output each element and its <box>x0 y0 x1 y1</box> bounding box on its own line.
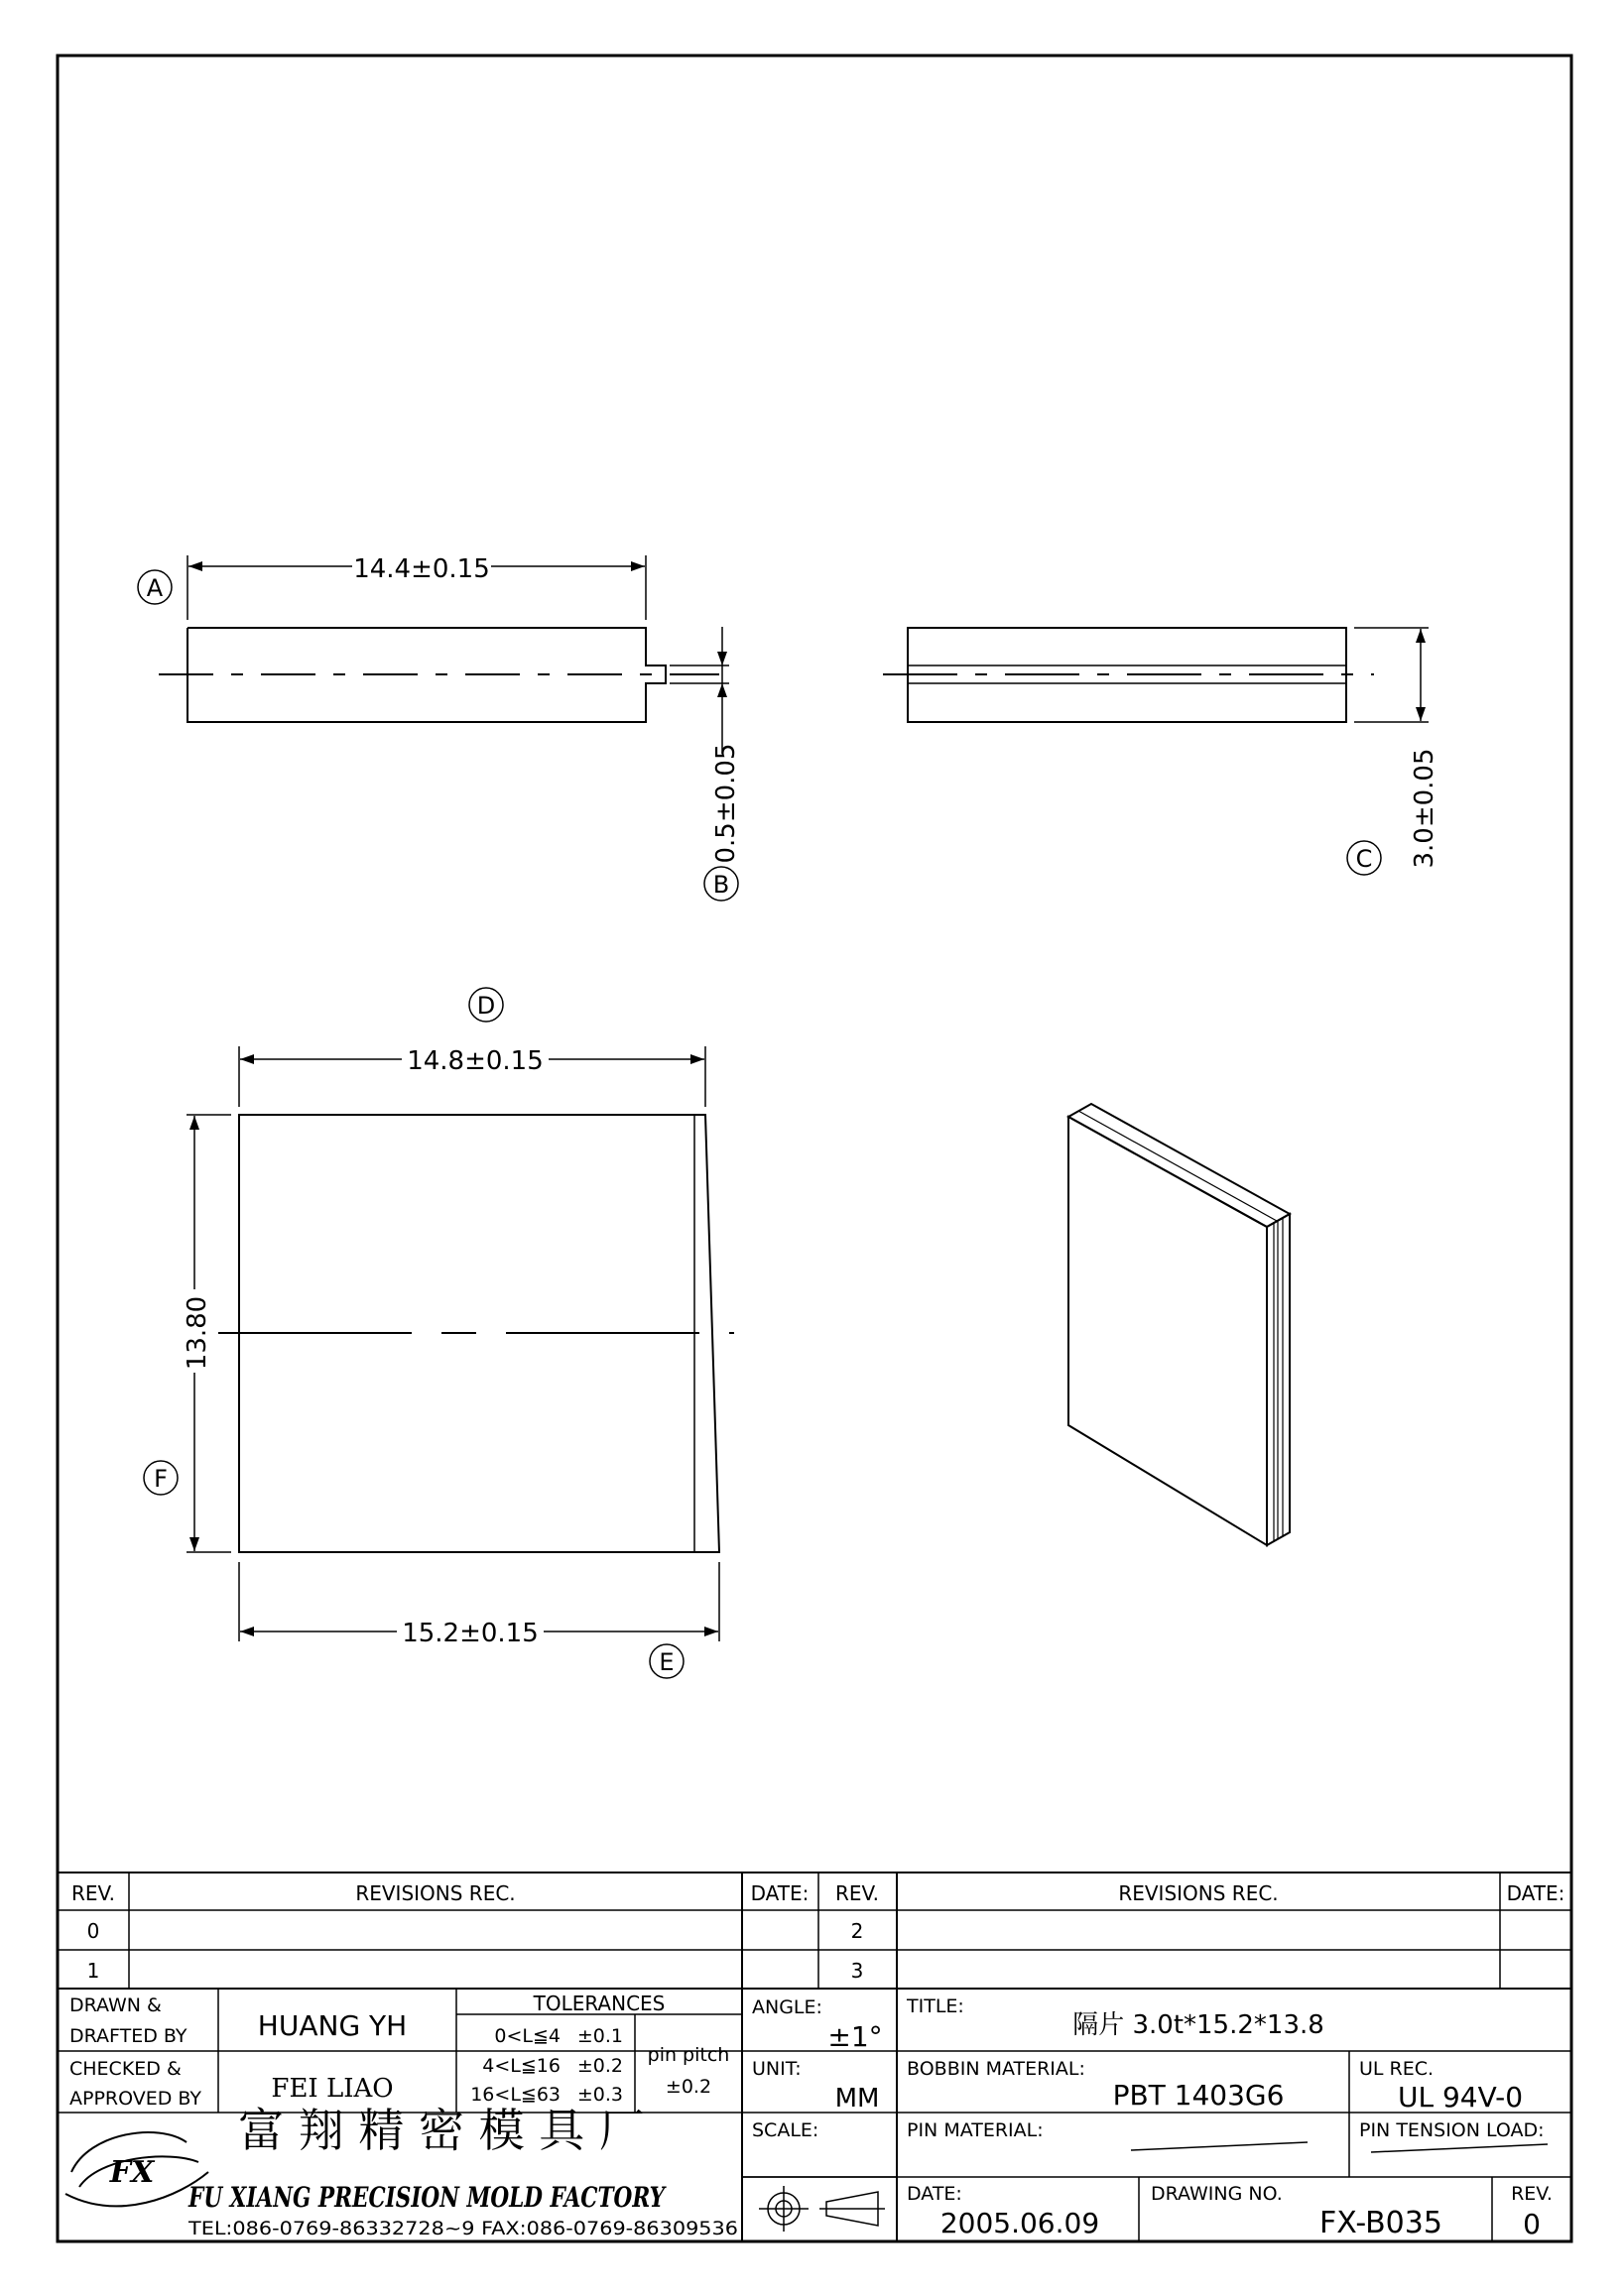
dim-14-8: 14.8±0.15 <box>407 1046 544 1076</box>
date-header-left: DATE: <box>750 1881 810 1905</box>
rev-value: 0 <box>1523 2208 1541 2240</box>
rev-label: REV. <box>1511 2183 1553 2205</box>
marker-f <box>144 1461 178 1495</box>
dim-15-2: 15.2±0.15 <box>402 1619 539 1648</box>
view-side <box>883 628 1429 722</box>
tol-value-2: ±0.2 <box>576 2055 623 2077</box>
rev-row-2: 2 <box>850 1919 864 1943</box>
company-name-en: FU XIANG PRECISION MOLD FACTORY <box>187 2181 668 2214</box>
projection-symbol-icon <box>759 2186 885 2232</box>
tol-range-2: 4<L≦16 <box>482 2055 561 2077</box>
marker-a <box>138 570 172 604</box>
svg-text:B: B <box>712 871 730 899</box>
iso-front-face <box>1068 1117 1267 1545</box>
drawing-no-value: FX-B035 <box>1319 2206 1442 2240</box>
tol-range-1: 0<L≦4 <box>494 2025 561 2047</box>
tol-range-3: 16<L≦63 <box>470 2084 561 2106</box>
rev-row-1: 1 <box>86 1959 100 1983</box>
company-logo-text: FX <box>109 2155 155 2190</box>
revisions-header-right: REVISIONS REC. <box>1118 1881 1279 1905</box>
iso-top-face <box>1068 1104 1290 1227</box>
pin-pitch-label: pin pitch <box>647 2044 730 2066</box>
bobbin-material-label: BOBBIN MATERIAL: <box>907 2058 1085 2080</box>
drawn-by: HUANG YH <box>257 2009 408 2042</box>
svg-text:F: F <box>154 1465 168 1493</box>
view-front <box>159 555 729 754</box>
bobbin-material-value: PBT 1403G6 <box>1112 2079 1285 2112</box>
marker-d <box>469 988 503 1022</box>
svg-text:A: A <box>146 574 164 602</box>
ul-rec-label: UL REC. <box>1359 2058 1435 2080</box>
dim-13-80: 13.80 <box>183 1295 212 1371</box>
title-label: TITLE: <box>907 1995 964 2017</box>
unit-label: UNIT: <box>752 2058 802 2080</box>
checked-label-1: CHECKED & <box>69 2058 182 2080</box>
rev-row-3: 3 <box>850 1959 864 1983</box>
view-plan <box>187 1046 734 1641</box>
rev-header-right: REV. <box>835 1881 879 1905</box>
dim-0-5: 0.5±0.05 <box>711 743 741 864</box>
sheet-border <box>58 56 1571 2241</box>
tol-value-1: ±0.1 <box>576 2025 623 2047</box>
marker-b <box>704 867 738 901</box>
tolerances-header: TOLERANCES <box>533 1992 666 2015</box>
marker-c <box>1347 841 1381 875</box>
date-header-right: DATE: <box>1506 1881 1565 1905</box>
scale-label: SCALE: <box>752 2119 819 2141</box>
company-name-cn: 富 翔 精 密 模 具 厂 <box>238 2104 645 2157</box>
rev-row-0: 0 <box>86 1919 100 1943</box>
drawing-no-label: DRAWING NO. <box>1151 2183 1283 2205</box>
angle-value: ±1° <box>827 2020 883 2053</box>
revisions-header-left: REVISIONS REC. <box>355 1881 516 1905</box>
svg-text:C: C <box>1355 845 1373 873</box>
date-value: 2005.06.09 <box>939 2207 1100 2239</box>
pin-tension-label: PIN TENSION LOAD: <box>1359 2119 1545 2141</box>
drawn-label-2: DRAFTED BY <box>69 2025 187 2047</box>
checked-label-2: APPROVED BY <box>69 2088 202 2110</box>
marker-e <box>650 1644 684 1678</box>
tol-value-3: ±0.3 <box>576 2084 623 2106</box>
rev-header-left: REV. <box>71 1881 115 1905</box>
unit-value: MM <box>834 2084 880 2114</box>
checked-by: FEI LIAO <box>271 2074 394 2104</box>
svg-text:D: D <box>476 992 496 1020</box>
dim-14-4: 14.4±0.15 <box>353 554 490 584</box>
isometric-view <box>1068 1104 1290 1545</box>
company-contact: TEL:086-0769-86332728~9 FAX:086-0769-86309536 <box>187 2218 738 2239</box>
pin-pitch-tol: ±0.2 <box>665 2076 712 2098</box>
ul-rec-value: UL 94V-0 <box>1397 2081 1524 2114</box>
angle-label: ANGLE: <box>752 1996 822 2018</box>
title-value: 隔片 3.0t*15.2*13.8 <box>1072 2010 1324 2040</box>
pin-material-label: PIN MATERIAL: <box>907 2119 1044 2141</box>
date-label: DATE: <box>907 2183 962 2205</box>
dim-3-0: 3.0±0.05 <box>1410 748 1439 869</box>
svg-text:E: E <box>659 1648 675 1676</box>
drawn-label-1: DRAWN & <box>69 1994 162 2016</box>
